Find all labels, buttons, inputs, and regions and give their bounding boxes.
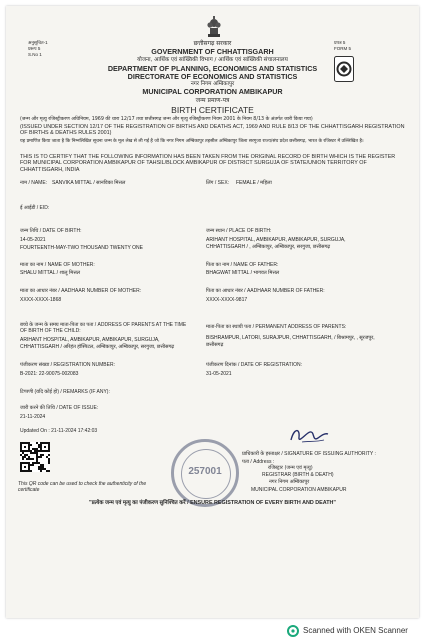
official-seal (171, 439, 239, 507)
father-name-value: BHAGWAT MITTAL / भागवत मित्तल (206, 270, 280, 276)
right-corner-line1: प्रपत्र 5 (334, 40, 346, 45)
dob-words: FOURTEENTH-MAY-TWO THOUSAND TWENTY ONE (20, 245, 143, 251)
birth-address-value-line2: CHHATTISGARH / अरिहंत हॉस्पिटल, अम्बिकापुर, अम्बिकापुर, सरगुजा, छत्तीसगढ़ (20, 344, 175, 350)
state-name: GOVERNMENT OF CHHATTISGARH (151, 47, 274, 56)
issued-under-text: (ISSUED UNDER SECTION 12/17 OF THE REGISTRATION OF BIRTHS AND DEATHS ACT, 1969 AND RULE 8/13 OF THE CHHATTISGARH REGISTRATION OF BIRTHS & DEATHS RULES 2001) (20, 124, 405, 137)
registrar-title: REGISTRAR (BIRTH & DEATH) (262, 472, 334, 478)
registrar-corporation: MUNICIPAL CORPORATION AMBIKAPUR (251, 487, 347, 493)
issued-under-hindi: (जन्म और मृत्यु रजिस्ट्रीकरण अधिनियम, 1969 की धारा 12/17 तथा छत्तीसगढ़ जन्म और मृत्यु रजिस्ट्रीकरण नियम 2001 के नियम 8/13 के अंतर्गत जारी किया गया) (20, 117, 313, 122)
signature-icon (288, 424, 330, 446)
name-value: SANVIKA MITTAL / सानविका मित्तल (52, 180, 126, 186)
issue-date-label: जारी करने की तिथि / DATE OF ISSUE: (20, 405, 99, 411)
qr-note-line2: certificate (18, 487, 40, 493)
corporation-name: MUNICIPAL CORPORATION AMBIKAPUR (142, 87, 283, 96)
certify-hindi: यह प्रमाणित किया जाता है कि निम्नलिखित सूचना जन्म के मूल लेख से ली गई है जो कि नगर निगम अम्बिकापुर तहसील अम्बिकापुर जिला सरगुजा राज्य/संघ प्रदेश छत्तीसगढ़, भारत के रजिस्टर में उल्लिखित है। (20, 139, 364, 144)
signature-title: प्राधिकारी के हस्ताक्षर / SIGNATURE OF ISSUING AUTHORITY : (242, 451, 376, 457)
right-corner-line2: FORM 5 (334, 46, 352, 51)
permanent-address-value-line2: छत्तीसगढ़ (206, 342, 224, 348)
left-corner-line2: प्ररूप 5 (28, 46, 41, 51)
seal-number: 257001 (188, 466, 222, 477)
national-emblem-icon (205, 14, 223, 40)
birth-certificate-document (6, 6, 419, 618)
department-name: DEPARTMENT OF PLANNING, ECONOMICS AND STATISTICS (107, 64, 318, 73)
scanner-watermark (283, 624, 427, 638)
mother-name-value: SHALU MITTAL / शालू मित्तल (20, 270, 81, 276)
registration-date-label: पंजीकरण दिनांक / DATE OF REGISTRATION: (206, 362, 302, 368)
registration-number-label: पंजीकरण संख्या / REGISTRATION NUMBER: (20, 362, 115, 368)
father-aadhaar-label: पिता का आधार नंबर / AADHAAR NUMBER OF FATHER: (206, 288, 325, 294)
dob-value: 14-05-2021 (20, 237, 46, 243)
signature-address-label: पता / Address : (242, 459, 275, 465)
permanent-address-label: माता-पिता का स्थायी पता / PERMANENT ADDRESS OF PARENTS: (206, 324, 347, 330)
eid-label: ई आईडी / EID: (20, 205, 50, 211)
permanent-address-value-line1: BISHRAMPUR, LATORI, SURAJPUR, CHHATTISGARH, / बिश्रामपुर, , सूरजपुर, (206, 335, 375, 341)
mother-name-label: माता का नाम / NAME OF MOTHER: (20, 262, 95, 268)
certify-text: THIS IS TO CERTIFY THAT THE FOLLOWING INFORMATION HAS BEEN TAKEN FROM THE ORIGINAL RECORD OF BIRTH WHICH IS THE REGISTER FOR MUNICIPAL CORPORATION AMBIKAPUR OF TAHSIL/BLOCK AMBIKAPUR OF DISTRICT SURGUJA OF STATE/UNION TERRITORY OF CHHATTISGARH, INDIA (20, 154, 396, 173)
certificate-title: BIRTH CERTIFICATE (171, 105, 254, 115)
registrar-corporation-hindi: नगर निगम अम्बिकापुर (269, 479, 310, 485)
birth-address-value-line1: ARIHANT HOSPITAL, AMBIKAPUR, AMBIKAPUR, SURGUJA, (20, 337, 160, 343)
sex-label: लिंग / SEX: (206, 180, 230, 186)
dob-label: जन्म तिथि / DATE OF BIRTH: (20, 228, 82, 234)
sex-value: FEMALE / महिला (236, 180, 272, 186)
qr-code-icon (20, 442, 50, 472)
footer-slogan: "प्रत्येक जन्म एवं मृत्यु का पंजीकरण सुनिश्चित करें / ENSURE REGISTRATION OF EVERY BIRTH AND DEATH" (89, 500, 336, 506)
left-corner-line3: S.No 1 (28, 52, 42, 57)
certificate-title-hindi: जन्म प्रमाण-पत्र (195, 97, 230, 104)
left-corner-line1: अनुसूचित-1 (28, 40, 48, 45)
birth-address-label-line2: OF BIRTH OF THE CHILD: (20, 328, 81, 334)
state-name-hindi: छत्तीसगढ़ सरकार (193, 40, 232, 47)
pob-label: जन्म स्थान / PLACE OF BIRTH: (206, 228, 272, 234)
remarks-label: टिप्पणी (यदि कोई हो) / REMARKS (IF ANY): (20, 389, 110, 395)
name-label: नाम / NAME: (20, 180, 48, 186)
scanner-text: Scanned with OKEN Scanner (303, 626, 408, 635)
oken-logo-icon (287, 625, 299, 637)
mother-aadhaar-label: माता का आधार नंबर / AADHAAR NUMBER OF MOTHER: (20, 288, 142, 294)
birth-address-label-line1: बच्चे के जन्म के समय माता-पिता का पता / ADDRESS OF PARENTS AT THE TIME (20, 322, 187, 328)
corporation-hindi: नगर निगम अम्बिकापुर (190, 81, 235, 87)
registration-number-value: B-2021: 22-90075-002083 (20, 371, 79, 377)
updated-on: Updated On : 21-11-2024 17:42:03 (20, 428, 98, 434)
issue-date-value: 21-11-2024 (20, 414, 46, 420)
pob-value-line2: CHHATTISGARH / , अम्बिकापुर, अम्बिकापुर, सरगुजा, छत्तीसगढ़ (206, 244, 331, 250)
father-name-label: पिता का नाम / NAME OF FATHER: (206, 262, 279, 268)
registration-date-value: 31-05-2021 (206, 371, 232, 377)
department-hindi: योजना, आर्थिक एवं सांख्यिकी विभाग / आर्थिक एवं सांख्यिकी संचालनालय (137, 57, 288, 63)
pob-value-line1: ARIHANT HOSPITAL, AMBIKAPUR, AMBIKAPUR, SURGUJA, (206, 237, 346, 243)
qr-note-line1: This QR code can be used to check the authenticity of the (18, 481, 147, 487)
father-aadhaar-value: XXXX-XXXX-9817 (206, 297, 248, 303)
mother-aadhaar-value: XXXX-XXXX-1868 (20, 297, 62, 303)
registrar-hindi: रजिस्ट्रार (जन्म एवं मृत्यु) (268, 465, 313, 471)
directorate-name: DIRECTORATE OF ECONOMICS AND STATISTICS (127, 72, 298, 81)
